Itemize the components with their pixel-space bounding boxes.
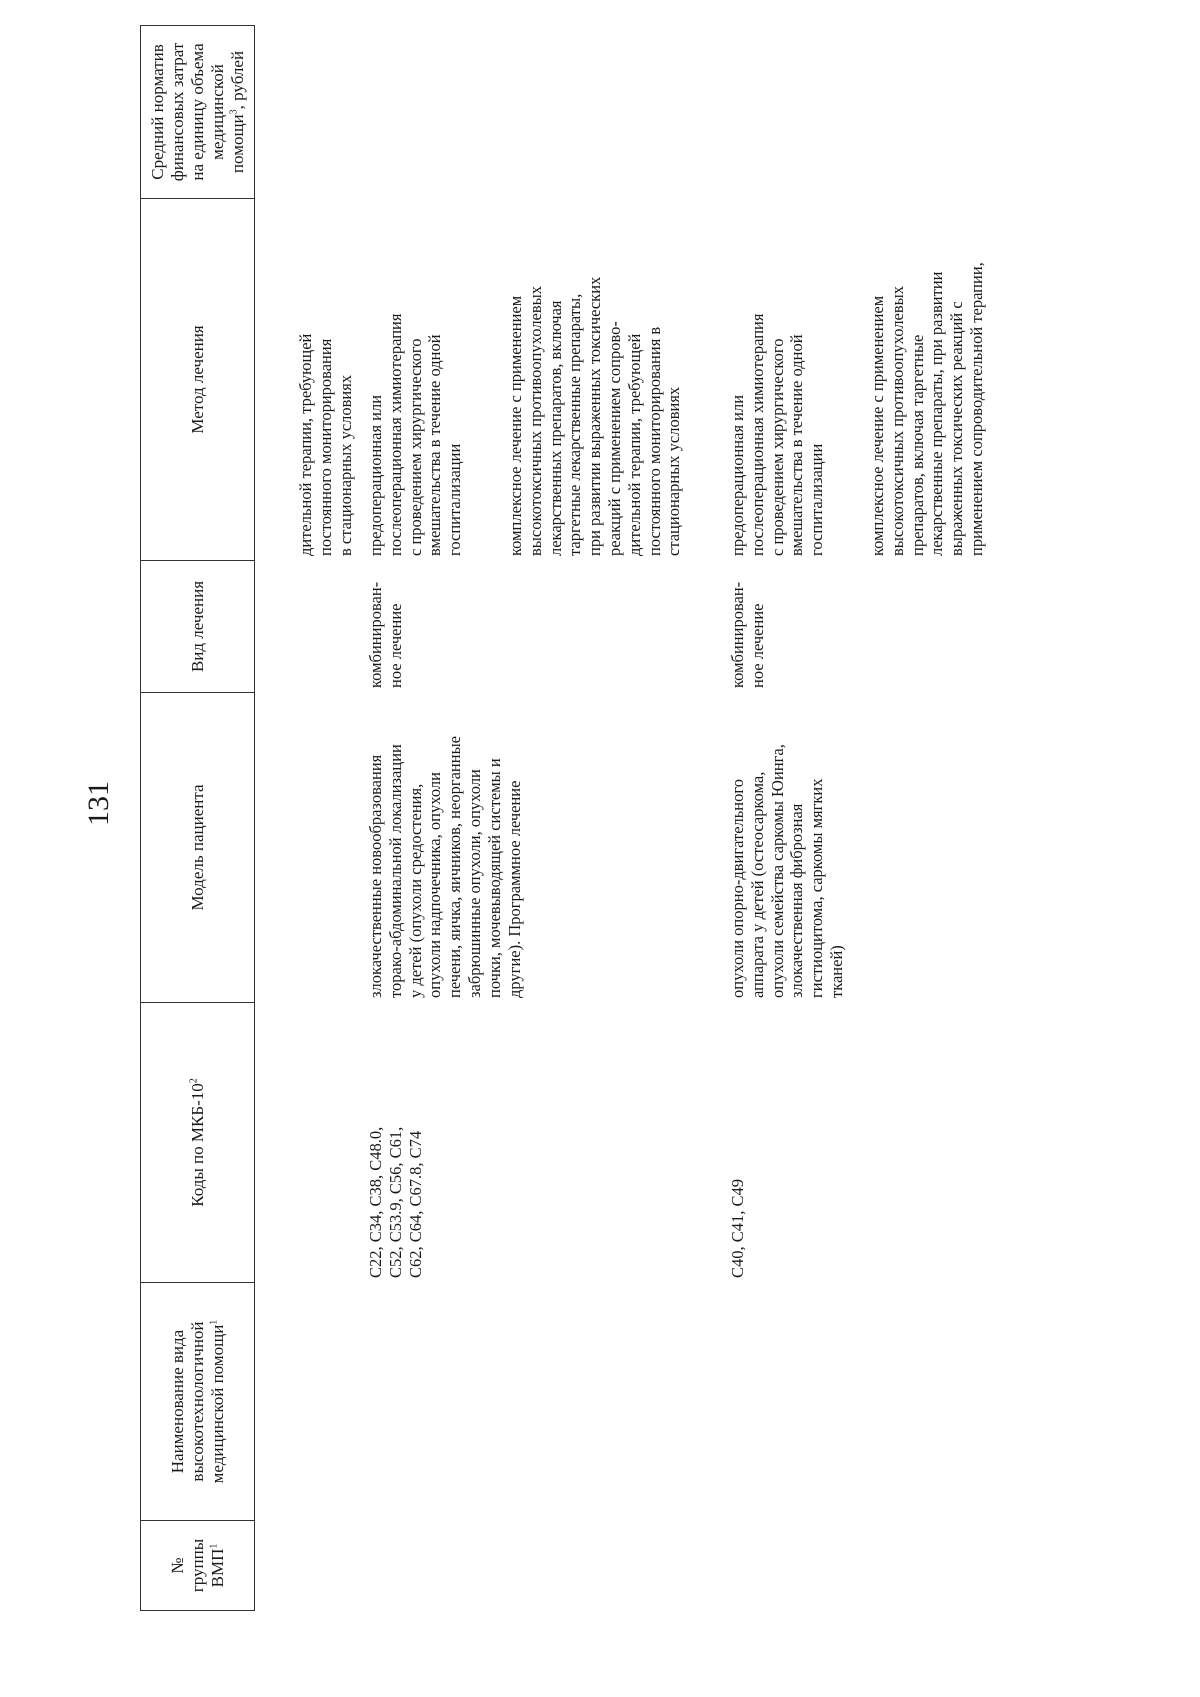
- row1-treatment-type: комбинирован- ное лечение: [366, 581, 405, 688]
- header-treatment-method-text: Метод лечения: [187, 325, 207, 434]
- row1-method-2: комплексное лечение с применением высокотоксичных противоопухолевых лекарственных препаратов, включая таргетные лекарственные препараты, при развитии выраженных токсических реакций с применением сопрово- дительной терапии, требующей постоянного мониторирования в стационарных условиях: [506, 276, 684, 556]
- page-number: 131: [82, 781, 115, 826]
- header-vmp-name: Наименование вида высокотехнологичной медицинской помощи$^1$: [140, 1283, 255, 1521]
- header-avg-cost-text: Средний норматив финансовых затрат на единицу объема медицинской помощи: [147, 42, 247, 182]
- header-patient-model-text: Модель пациента: [187, 784, 207, 911]
- row2-method-1: предоперационная или послеоперационная химиотерапия с проведением хирургического вмешательства в течение одной госпитализации: [728, 313, 827, 556]
- row2-method-2: комплексное лечение с применением высокотоксичных противоопухолевых препаратов, включая таргетные лекарственные препараты, при развитии выраженных токсических реакций с применением сопроводительной терапии,: [868, 262, 986, 556]
- row2-icd-codes: C40, C41, C49: [728, 1178, 747, 1278]
- row1-method-1: предоперационная или послеоперационная химиотерапия с проведением хирургического вмешательства в течение одной госпитализации: [366, 313, 465, 556]
- header-patient-model: [140, 693, 255, 1003]
- header-group-no: № группы ВМП$^1$: [140, 1521, 255, 1611]
- header-icd-codes-text: Коды по МКБ-10: [187, 1083, 207, 1207]
- row1-icd-codes: C22, C34, C38, C48.0, C52, C53.9, C56, C61, C62, C64, C67.8, C74: [366, 1126, 425, 1278]
- header-avg-cost: Средний норматив финансовых затрат на единицу объема медицинской помощи$^3$, рублей: [140, 25, 255, 199]
- header-group-no-text: № группы ВМП: [167, 1538, 227, 1593]
- header-vmp-name-text: Наименование вида высокотехнологичной медицинской помощи: [167, 1321, 227, 1484]
- method-continuation: дительной терапии, требующей постоянного мониторирования в стационарных условиях: [296, 333, 355, 556]
- row2-treatment-type: комбинирован- ное лечение: [728, 581, 767, 688]
- header-treatment-method: [140, 199, 255, 561]
- header-treatment-type-text: Вид лечения: [187, 580, 207, 673]
- row1-patient-model: злокачественные новообразования торако-абдоминальной локализации у детей (опухоли средостения, опухоли надпочечника, опухоли печени, яичка, яичников, неорганные забрюшинные опухоли, опухоли почки, мочевыводящей системы и другие). Программное лечение: [366, 736, 524, 998]
- row2-patient-model: опухоли опорно-двигательного аппарата у детей (остеосаркома, опухоли семейства саркомы Юинга, злокачественная фиброзная гистиоцитома, саркомы мягких тканей): [728, 744, 846, 998]
- header-icd-codes: Коды по МКБ-$10^2$: [140, 1003, 255, 1283]
- header-treatment-type: [140, 561, 255, 693]
